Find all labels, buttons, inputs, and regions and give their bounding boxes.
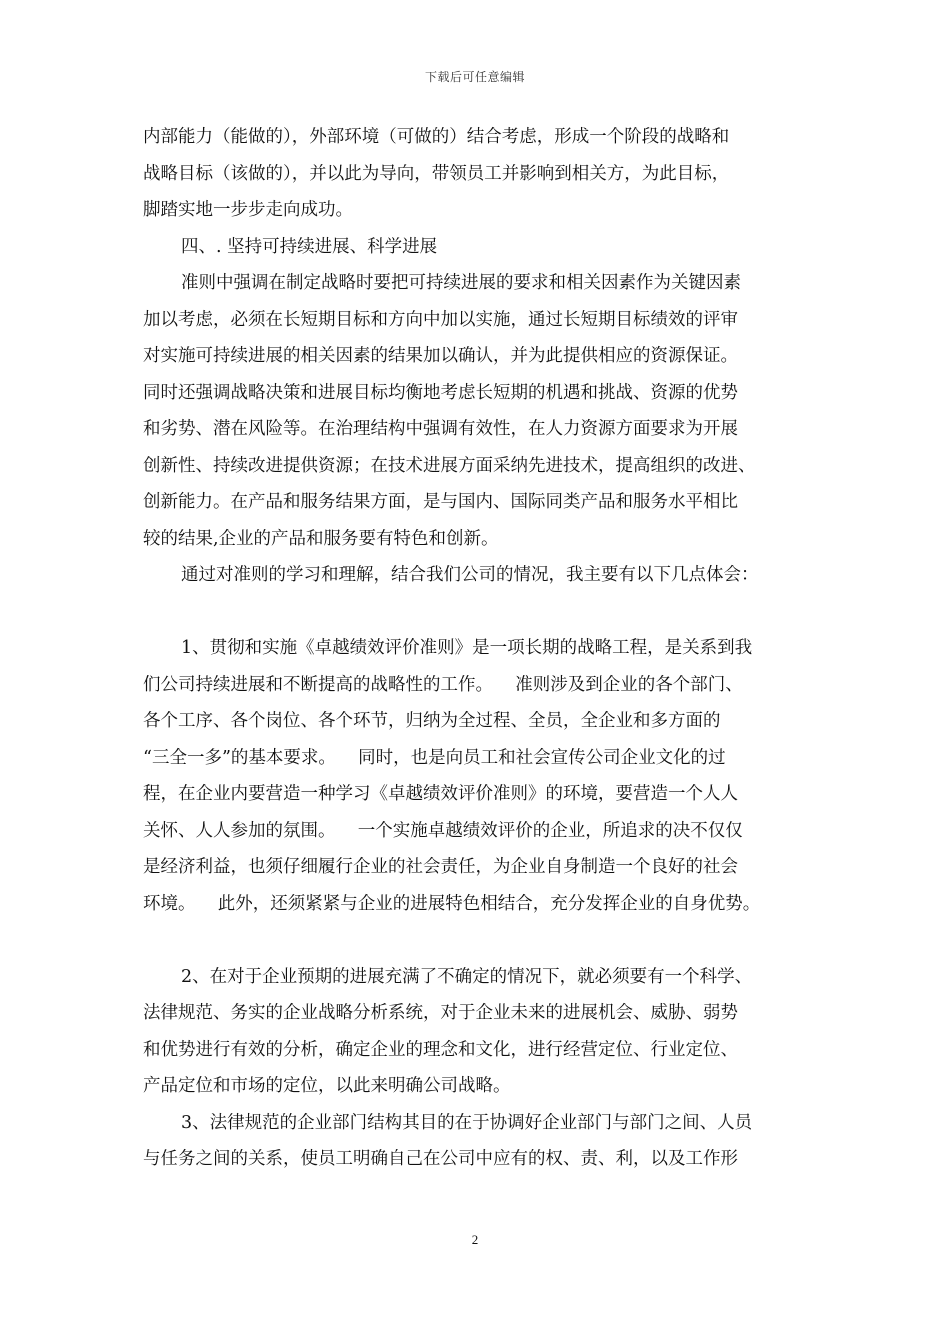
text-line: 程，在企业内要营造一种学习《卓越绩效评价准则》的环境，要营造一个人人 [143, 784, 738, 804]
text-line: 各个工序、各个岗位、各个环节，归纳为全过程、全员，全企业和多方面的 [143, 711, 721, 731]
document-body [143, 119, 819, 1178]
text-line: 加以考虑，必须在长短期目标和方向中加以实施，通过长短期目标绩效的评审 [143, 309, 738, 330]
text-line: 产品定位和市场的定位，以此来明确公司战略。 [143, 1076, 511, 1096]
paragraph-gap [143, 594, 819, 631]
text-line: 脚踏实地一步步走向成功。 [143, 200, 353, 220]
text-line: 通过对准则的学习和理解，结合我们公司的情况，我主要有以下几点体会： [181, 565, 759, 585]
text-line: 对实施可持续进展的相关因素的结果加以确认，并为此提供相应的资源保证。 [143, 346, 738, 366]
text-line: 们公司持续进展和不断提高的战略性的工作。 准则涉及到企业的各个部门、 [143, 674, 743, 695]
page-header: 下载后可任意编辑 [424, 70, 525, 84]
page-number: 2 [471, 1232, 479, 1247]
text-line: 关怀、人人参加的氛围。 一个实施卓越绩效评价的企业，所追求的决不仅仅 [143, 820, 743, 841]
text-line: 环境。 此外，还须紧紧与企业的进展特色相结合，充分发挥企业的自身优势。 [143, 893, 761, 914]
text-line: “三全一多”的基本要求。 同时，也是向员工和社会宣传公司企业文化的过 [143, 747, 726, 768]
text-line: 与任务之间的关系，使员工明确自己在公司中应有的权、责、利，以及工作形 [143, 1149, 738, 1169]
text-line: 2、在对于企业预期的进展充满了不确定的情况下，就必须要有一个科学、 [181, 966, 753, 987]
text-line: 同时还强调战略决策和进展目标均衡地考虑长短期的机遇和挑战、资源的优势 [143, 382, 738, 403]
text-line: 创新性、持续改进提供资源；在技术进展方面采纳先进技术，提高组织的改进、 [143, 455, 756, 476]
text-line: 是经济利益，也须仔细履行企业的社会责任，为企业自身制造一个良好的社会 [143, 857, 738, 877]
text-line: 创新能力。在产品和服务结果方面，是与国内、国际同类产品和服务水平相比 [143, 492, 738, 512]
text-line: 战略目标（该做的），并以此为导向，带领员工并影响到相关方，为此目标， [143, 163, 730, 184]
text-line: 3、法律规范的企业部门结构其目的在于协调好企业部门与部门之间、人员 [181, 1112, 753, 1133]
text-line: 法律规范、务实的企业战略分析系统，对于企业未来的进展机会、威胁、弱势 [143, 1003, 738, 1023]
section-heading: 四、. 坚持可持续进展、科学进展 [181, 236, 438, 257]
text-line: 准则中强调在制定战略时要把可持续进展的要求和相关因素作为关键因素 [181, 273, 741, 293]
text-line: 1、贯彻和实施《卓越绩效评价准则》是一项长期的战略工程，是关系到我 [181, 638, 753, 658]
text-line: 内部能力（能做的），外部环境（可做的）结合考虑，形成一个阶段的战略和 [143, 127, 730, 147]
paragraph-gap [143, 922, 819, 959]
text-line: 和劣势、潜在风险等。在治理结构中强调有效性，在人力资源方面要求为开展 [143, 419, 738, 439]
text-line: 较的结果,企业的产品和服务要有特色和创新。 [143, 528, 499, 549]
text-line: 和优势进行有效的分析，确定企业的理念和文化，进行经营定位、行业定位、 [143, 1039, 738, 1060]
